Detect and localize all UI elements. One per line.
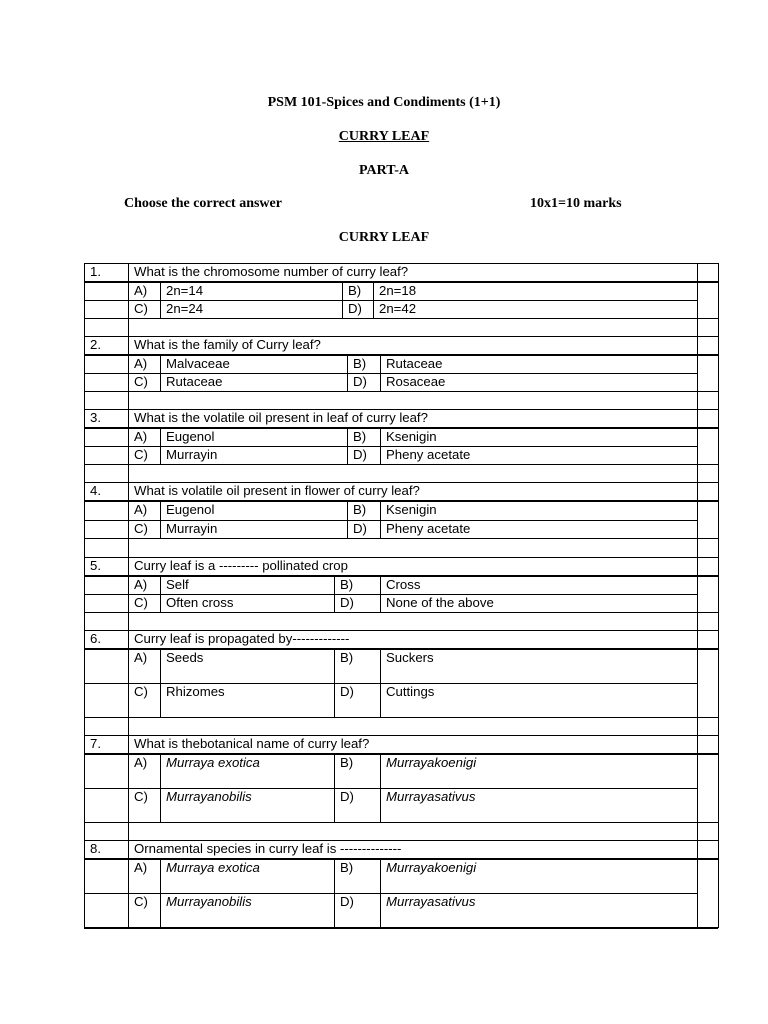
option-text: 2n=42	[379, 301, 417, 316]
option-text: Murrayasativus	[386, 894, 476, 909]
table-border	[84, 840, 85, 928]
question-number: 7.	[90, 736, 101, 751]
option-divider	[334, 859, 335, 927]
table-border	[697, 630, 698, 736]
option-letter: C)	[134, 374, 148, 389]
option-text: Murrayakoenigi	[386, 860, 477, 875]
option-divider	[160, 754, 161, 822]
option-text: Self	[166, 577, 189, 592]
option-text: Murrayanobilis	[166, 789, 252, 804]
table-border	[718, 409, 719, 483]
option-text: Eugenol	[166, 429, 215, 444]
option-letter: B)	[353, 502, 367, 517]
option-letter: D)	[353, 374, 367, 389]
option-divider	[373, 282, 374, 318]
table-border	[128, 336, 129, 410]
option-letter: C)	[134, 521, 148, 536]
table-rule	[84, 612, 718, 613]
question-number: 6.	[90, 631, 101, 646]
option-text: Murraya exotica	[166, 755, 260, 770]
option-text: Cross	[386, 577, 421, 592]
question-text: What is the chromosome number of curry leaf?	[134, 264, 409, 279]
table-border	[718, 735, 719, 841]
option-letter: B)	[340, 860, 354, 875]
table-border	[697, 336, 698, 410]
question-number: 4.	[90, 483, 101, 498]
option-text: Cuttings	[386, 684, 435, 699]
table-border	[697, 557, 698, 631]
question-number: 1.	[90, 264, 101, 279]
table-rule	[84, 717, 718, 718]
option-text: Rutaceae	[166, 374, 223, 389]
option-letter: D)	[340, 894, 354, 909]
option-divider	[342, 282, 343, 318]
question-text: Curry leaf is a --------- pollinated crop	[134, 558, 348, 573]
option-letter: C)	[134, 894, 148, 909]
option-letter: D)	[340, 684, 354, 699]
option-divider	[334, 649, 335, 717]
option-letter: D)	[340, 595, 354, 610]
document-title: PSM 101-Spices and Condiments (1+1)	[267, 95, 501, 110]
option-text: Suckers	[386, 650, 434, 665]
option-text: Pheny acetate	[386, 447, 471, 462]
option-letter: A)	[134, 755, 148, 770]
option-text: None of the above	[386, 595, 494, 610]
option-text: Pheny acetate	[386, 521, 471, 536]
table-rule	[84, 391, 718, 392]
option-text: Murrayakoenigi	[386, 755, 477, 770]
option-text: Murrayin	[166, 447, 218, 462]
option-divider	[380, 501, 381, 538]
option-letter: A)	[134, 860, 148, 875]
table-border	[128, 482, 129, 558]
option-divider	[380, 355, 381, 391]
option-letter: B)	[340, 577, 354, 592]
table-border	[718, 840, 719, 928]
table-border	[718, 263, 719, 337]
option-letter: C)	[134, 684, 148, 699]
question-text: What is volatile oil present in flower of curry leaf?	[134, 483, 420, 498]
table-border	[128, 840, 129, 928]
table-rule	[84, 464, 718, 465]
option-letter: A)	[134, 577, 148, 592]
question-number: 2.	[90, 337, 101, 352]
table-border	[128, 630, 129, 736]
question-number: 5.	[90, 558, 101, 573]
table-border	[697, 263, 698, 337]
option-divider	[160, 428, 161, 464]
table-rule	[84, 318, 718, 319]
option-text: Murrayin	[166, 521, 218, 536]
table-border	[718, 557, 719, 631]
option-text: Seeds	[166, 650, 204, 665]
option-divider	[380, 754, 381, 822]
table-border	[697, 409, 698, 483]
instruction-text: Choose the correct answer	[124, 196, 282, 211]
table-border	[718, 336, 719, 410]
option-divider	[380, 576, 381, 612]
option-divider	[334, 576, 335, 612]
option-divider	[160, 355, 161, 391]
option-letter: C)	[134, 301, 148, 316]
option-text: Malvaceae	[166, 356, 230, 371]
option-text: Ksenigin	[386, 429, 437, 444]
table-border	[718, 630, 719, 736]
table-border	[84, 630, 85, 736]
option-letter: B)	[353, 429, 367, 444]
document-subtitle: CURRY LEAF	[338, 129, 430, 144]
question-text: What is thebotanical name of curry leaf?	[134, 736, 370, 751]
option-divider	[380, 649, 381, 717]
table-border	[128, 735, 129, 841]
question-number: 3.	[90, 410, 101, 425]
marks-text: 10x1=10 marks	[530, 196, 622, 211]
option-divider	[160, 649, 161, 717]
table-border	[697, 735, 698, 841]
question-text: What is the family of Curry leaf?	[134, 337, 321, 352]
table-border	[718, 482, 719, 558]
option-divider	[160, 859, 161, 927]
option-letter: C)	[134, 789, 148, 804]
option-divider	[160, 282, 161, 318]
option-letter: A)	[134, 283, 148, 298]
option-text: Murraya exotica	[166, 860, 260, 875]
option-letter: C)	[134, 595, 148, 610]
table-border	[697, 482, 698, 558]
option-divider	[380, 859, 381, 927]
option-text: Eugenol	[166, 502, 215, 517]
table-border	[128, 263, 129, 337]
option-divider	[160, 576, 161, 612]
option-text: Rhizomes	[166, 684, 225, 699]
question-number: 8.	[90, 841, 101, 856]
table-rule	[84, 538, 718, 539]
option-text: Murrayasativus	[386, 789, 476, 804]
option-text: 2n=24	[166, 301, 204, 316]
table-border	[697, 840, 698, 928]
table-border	[128, 409, 129, 483]
option-text: 2n=14	[166, 283, 204, 298]
option-letter: A)	[134, 502, 148, 517]
option-letter: A)	[134, 650, 148, 665]
option-letter: B)	[353, 356, 367, 371]
option-divider	[347, 428, 348, 464]
option-letter: B)	[340, 755, 354, 770]
option-letter: D)	[353, 521, 367, 536]
option-text: Often cross	[166, 595, 234, 610]
option-text: 2n=18	[379, 283, 417, 298]
table-border	[84, 336, 85, 410]
table-border	[84, 735, 85, 841]
question-text: What is the volatile oil present in leaf of curry leaf?	[134, 410, 428, 425]
table-rule	[84, 928, 718, 929]
option-divider	[334, 754, 335, 822]
option-letter: D)	[348, 301, 362, 316]
table-border	[84, 482, 85, 558]
option-text: Ksenigin	[386, 502, 437, 517]
option-divider	[347, 355, 348, 391]
table-border	[84, 409, 85, 483]
option-letter: A)	[134, 356, 148, 371]
option-text: Murrayanobilis	[166, 894, 252, 909]
table-border	[128, 557, 129, 631]
question-text: Ornamental species in curry leaf is --------------	[134, 841, 402, 856]
option-divider	[160, 501, 161, 538]
option-letter: B)	[340, 650, 354, 665]
table-border	[84, 263, 85, 337]
option-letter: B)	[348, 283, 362, 298]
option-text: Rosaceae	[386, 374, 446, 389]
option-divider	[380, 428, 381, 464]
option-letter: C)	[134, 447, 148, 462]
option-text: Rutaceae	[386, 356, 443, 371]
table-rule	[84, 822, 718, 823]
option-letter: D)	[340, 789, 354, 804]
option-letter: D)	[353, 447, 367, 462]
part-heading: PART-A	[358, 163, 410, 178]
section-heading: CURRY LEAF	[338, 230, 430, 245]
option-divider	[347, 501, 348, 538]
table-border	[84, 557, 85, 631]
option-letter: A)	[134, 429, 148, 444]
question-text: Curry leaf is propagated by-------------	[134, 631, 350, 646]
